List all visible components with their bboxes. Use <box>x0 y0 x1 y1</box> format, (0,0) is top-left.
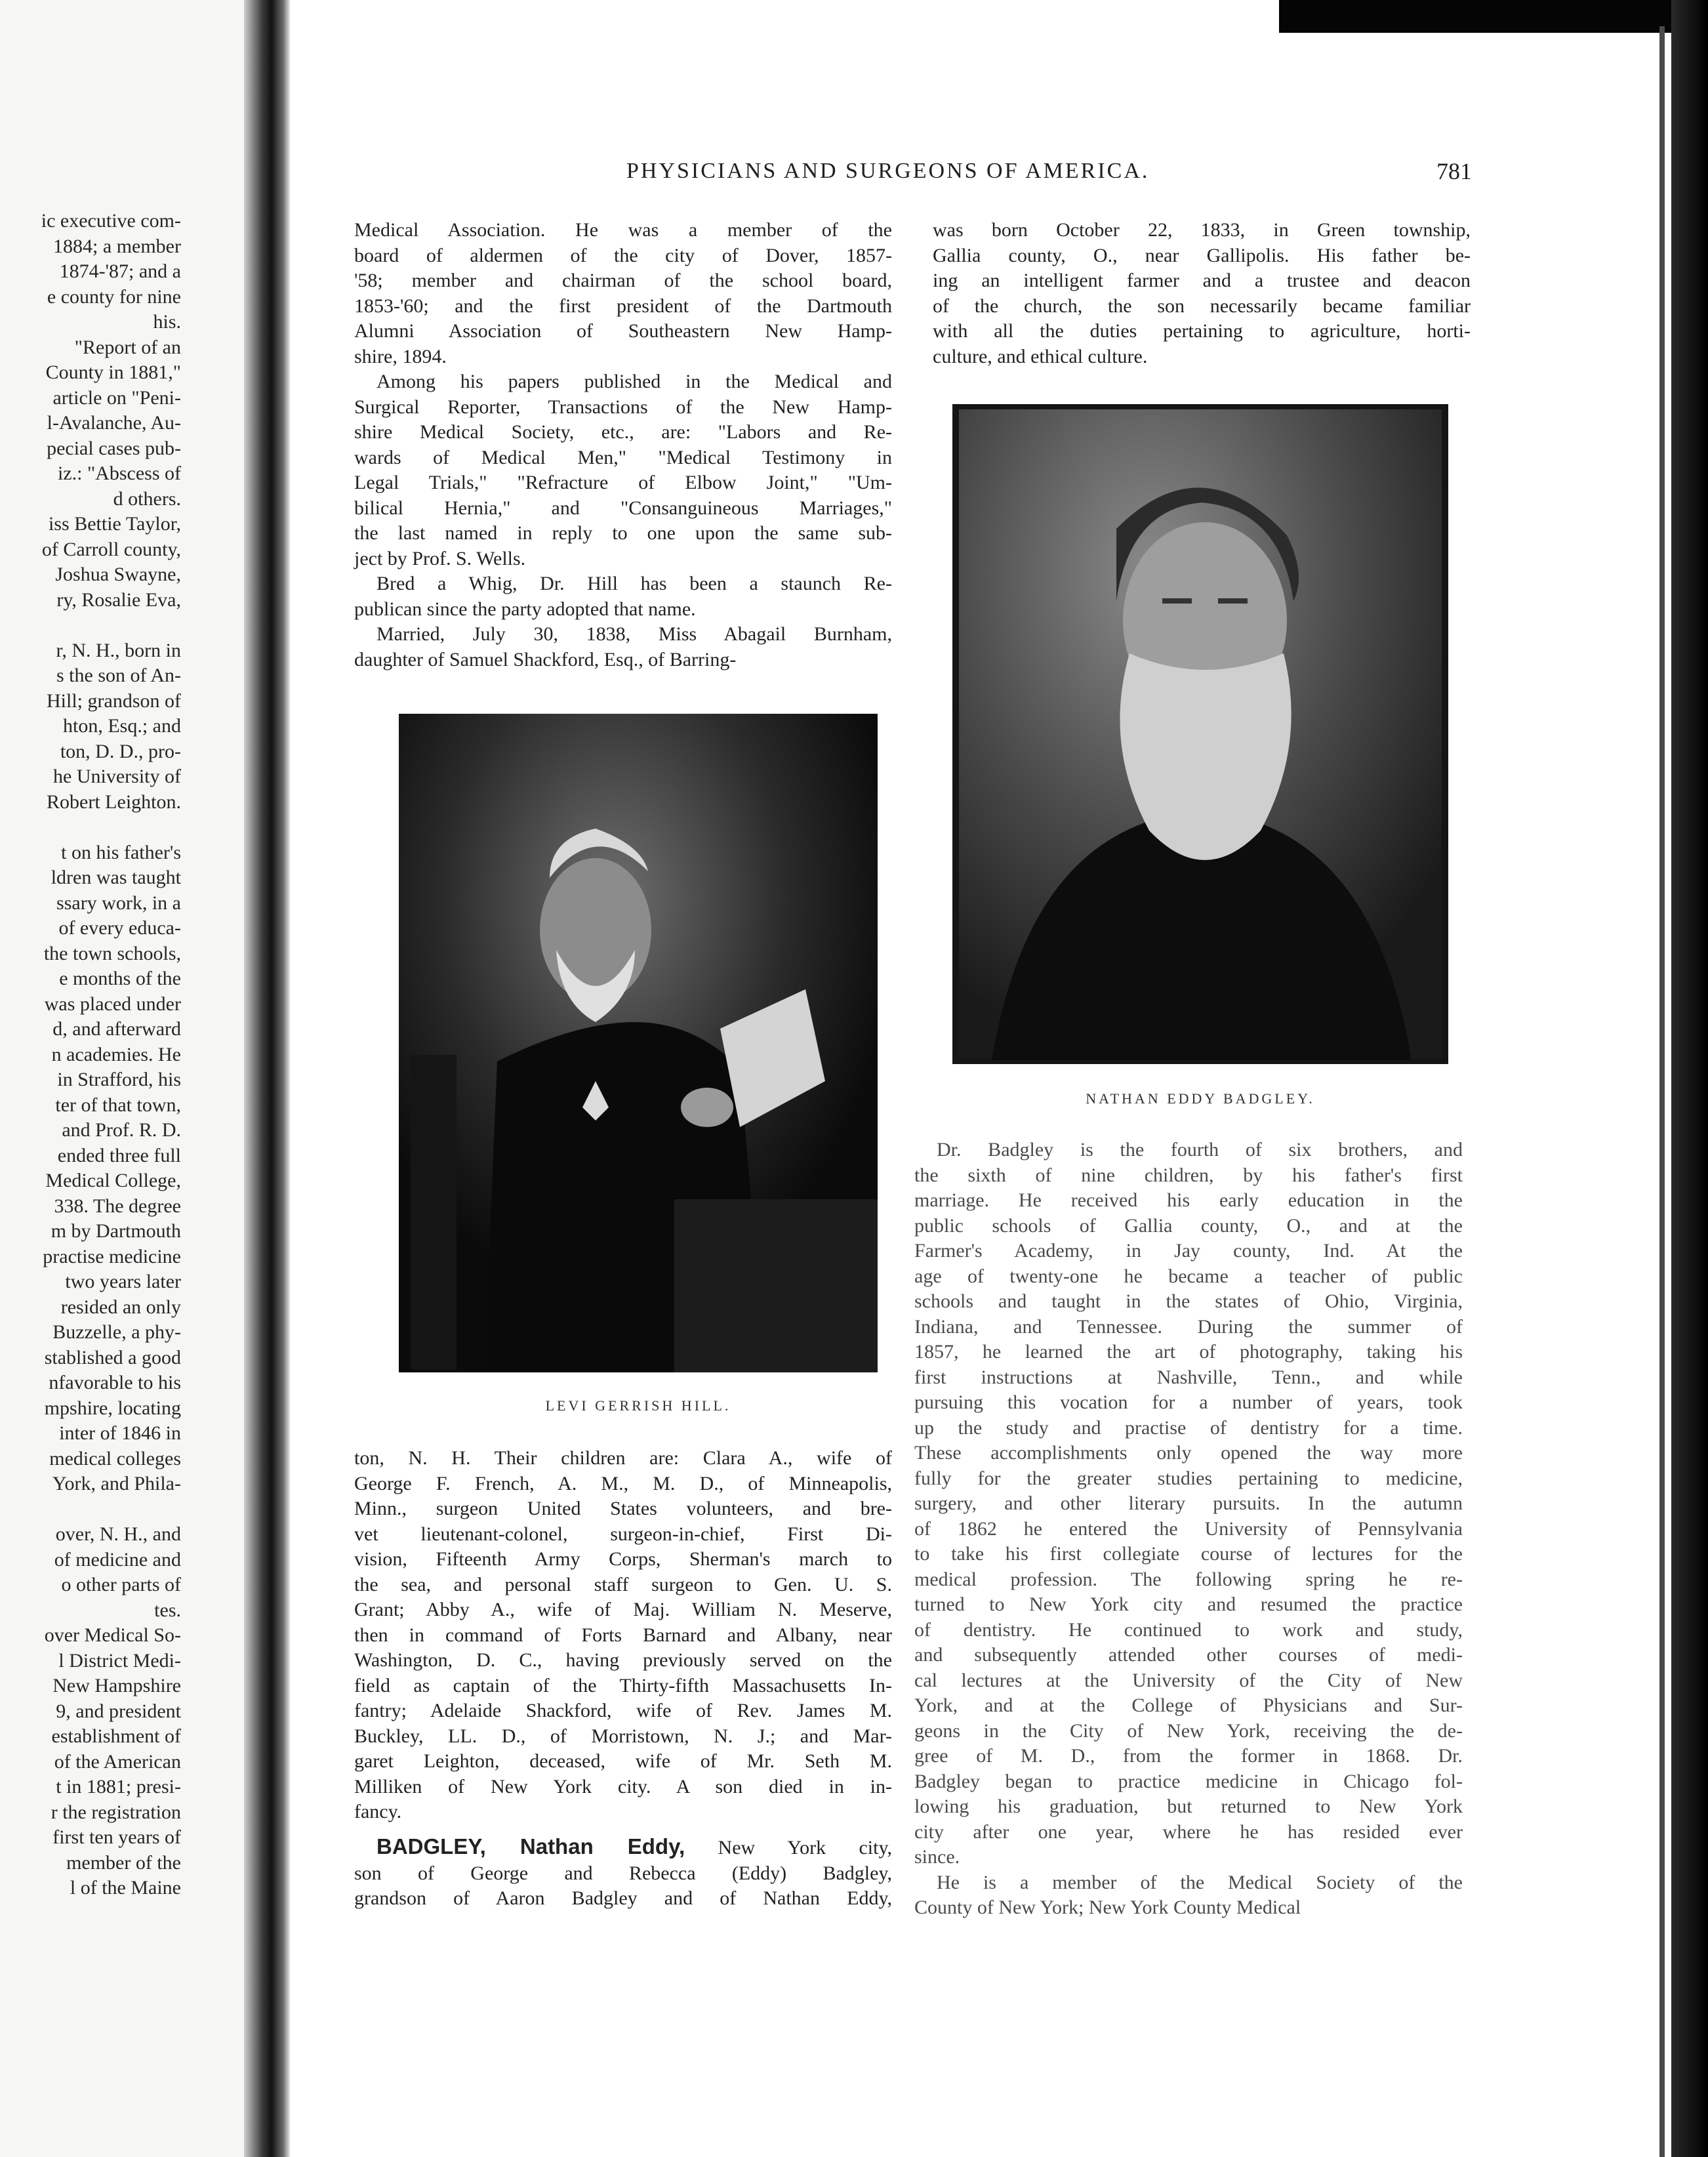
text-line: age of twenty-one he became a teacher of public <box>914 1265 1463 1287</box>
text-line: inter of 1846 in <box>59 1422 181 1444</box>
text-line: vet lieutenant-colonel, surgeon-in-chief, First Di- <box>354 1523 892 1545</box>
text-line: ic executive com- <box>41 210 181 232</box>
text-line <box>0 1497 181 1523</box>
text-line: nfavorable to his <box>49 1372 181 1393</box>
text-line: "Report of an <box>74 336 181 358</box>
text-line: mpshire, locating <box>44 1397 181 1419</box>
text-line: Bred a Whig, Dr. Hill has been a staunch Re- <box>376 573 892 594</box>
text-line: first instructions at Nashville, Tenn., and while <box>914 1366 1463 1388</box>
caption-levi-gerrish-hill: LEVI GERRISH HILL. <box>545 1397 731 1414</box>
text-line: d, and afterward <box>52 1018 181 1040</box>
entry-heading: BADGLEY, Nathan Eddy, <box>376 1834 685 1859</box>
text-line: Farmer's Academy, in Jay county, Ind. At the <box>914 1240 1463 1262</box>
text-line: and Prof. R. D. <box>62 1119 181 1141</box>
text-line: over Medical So- <box>44 1624 181 1646</box>
text-line: medical profession. The following spring he re- <box>914 1568 1463 1590</box>
text-line: iss Bettie Taylor, <box>49 513 181 535</box>
scan-border-top <box>1279 0 1708 33</box>
text-line: fully for the greater studies pertaining to medicine, <box>914 1467 1463 1489</box>
text-line: of dentistry. He continued to work and study, <box>914 1618 1463 1641</box>
text-line: ton, D. D., pro- <box>60 740 181 762</box>
text-line: bilical Hernia," and "Consanguineous Marriages," <box>354 497 892 519</box>
text-line: 1884; a member <box>53 235 181 257</box>
page-edge-line <box>1659 26 1665 2157</box>
badgley-entry-start <box>354 1834 892 1912</box>
text-line: of Carroll county, <box>41 538 181 560</box>
left-page-text <box>0 209 181 1901</box>
text-line: member of the <box>66 1851 181 1874</box>
text-line: of 1862 he entered the University of Pennsylvania <box>914 1517 1463 1540</box>
portrait-image <box>952 404 1448 1064</box>
text-line: r, N. H., born in <box>56 639 181 661</box>
text-line: shire Medical Society, etc., are: "Labors and Re- <box>354 421 892 443</box>
text-line: These accomplishments only opened the way more <box>914 1442 1463 1464</box>
text-line: New Hampshire <box>52 1675 181 1696</box>
running-head: PHYSICIANS AND SURGEONS OF AMERICA. <box>626 159 1150 183</box>
caption-nathan-eddy-badgley: NATHAN EDDY BADGLEY. <box>1086 1090 1315 1107</box>
text-line: practise medicine <box>43 1245 181 1267</box>
text-line: daughter of Samuel Shackford, Esq., of Barring- <box>354 648 737 670</box>
portrait-image <box>399 714 878 1372</box>
text-line: York, and Phila- <box>52 1473 181 1494</box>
text-line: '58; member and chairman of the school board, <box>354 270 892 291</box>
text-line: the town schools, <box>43 942 181 964</box>
text-line: n academies. He <box>51 1043 181 1065</box>
text-line: Milliken of New York city. A son died in in- <box>354 1775 892 1798</box>
text-line <box>0 613 181 638</box>
text-line: geons in the City of New York, receiving the de- <box>914 1719 1463 1742</box>
text-line: 1874-'87; and a <box>59 260 181 282</box>
text-line: son of George and Rebecca (Eddy) Badgley, <box>354 1862 892 1884</box>
column-2-bottom-text <box>914 1138 1463 1921</box>
text-line: of every educa- <box>58 917 181 939</box>
text-line: l of the Maine <box>70 1877 181 1899</box>
text-line: resided an only <box>60 1296 181 1318</box>
text-line: Dr. Badgley is the fourth of six brothers, and <box>937 1139 1463 1161</box>
text-line: Joshua Swayne, <box>55 564 181 585</box>
text-line: surgery, and other literary pursuits. In the autumn <box>914 1492 1463 1514</box>
entry-heading-rest: New York city, <box>685 1837 892 1859</box>
text-line: ssary work, in a <box>56 892 181 914</box>
text-line: o other parts of <box>61 1574 181 1595</box>
text-line: Legal Trials," "Refracture of Elbow Joint," "Um- <box>354 472 892 493</box>
text-line: Badgley began to practice medicine in Chicago fol- <box>914 1770 1463 1792</box>
text-line: 1853-'60; and the first president of the Dartmouth <box>354 295 892 317</box>
text-line: ry, Rosalie Eva, <box>56 588 181 611</box>
text-line: s the son of An- <box>56 665 181 686</box>
text-line: Surgical Reporter, Transactions of the New Hamp- <box>354 396 892 418</box>
text-line: t in 1881; presi- <box>56 1776 181 1798</box>
text-line: ldren was taught <box>51 867 181 888</box>
text-line: then in command of Forts Barnard and Albany, near <box>354 1624 892 1646</box>
text-line: Married, July 30, 1838, Miss Abagail Burnham, <box>376 623 892 645</box>
portrait-nathan-eddy-badgley <box>952 404 1448 1064</box>
text-line: ended three full <box>57 1144 181 1166</box>
text-line: up the study and practise of dentistry for a time. <box>914 1416 1463 1439</box>
text-line: Washington, D. C., having previously served on the <box>354 1649 892 1671</box>
text-line: ing an intelligent farmer and a trustee and deacon <box>933 270 1471 291</box>
text-line: the sixth of nine children, by his father's first <box>914 1164 1463 1186</box>
text-line: ton, N. H. Their children are: Clara A., wife of <box>354 1447 892 1469</box>
text-line: d others. <box>113 487 181 510</box>
text-line: and subsequently attended other courses of medi- <box>914 1644 1463 1666</box>
text-line: gree of M. D., from the former in 1868. Dr. <box>914 1745 1463 1767</box>
column-1-bottom-text <box>354 1446 892 1825</box>
text-line: field as captain of the Thirty-fifth Massachusetts In- <box>354 1674 892 1696</box>
text-line: l-Avalanche, Au- <box>47 412 181 434</box>
text-line: Buckley, LL. D., of Morristown, N. J.; and Mar- <box>354 1725 892 1747</box>
text-line: since. <box>914 1846 960 1868</box>
text-line: County of New York; New York County Medical <box>914 1897 1301 1918</box>
text-line: Hill; grandson of <box>47 689 181 712</box>
text-line: grandson of Aaron Badgley and of Nathan Eddy, <box>354 1887 892 1909</box>
text-line: in Strafford, his <box>57 1069 181 1090</box>
column-2-top-text <box>933 218 1471 369</box>
text-line: York, and at the College of Physicians and Sur- <box>914 1695 1463 1716</box>
text-line: establishment of <box>51 1725 181 1747</box>
text-line: Indiana, and Tennessee. During the summer of <box>914 1315 1463 1338</box>
text-line: schools and taught in the states of Ohio, Virginia, <box>914 1290 1463 1312</box>
text-line: shire, 1894. <box>354 345 447 367</box>
text-line: the sea, and personal staff surgeon to Gen. U. S. <box>354 1573 892 1595</box>
text-line: Robert Leighton. <box>47 791 181 813</box>
text-line: Minn., surgeon United States volunteers, and bre- <box>354 1498 892 1519</box>
text-line: the last named in reply to one upon the same sub- <box>354 522 892 544</box>
text-line: vision, Fifteenth Army Corps, Sherman's march to <box>354 1548 892 1570</box>
text-line: was placed under <box>44 993 181 1015</box>
text-line: pecial cases pub- <box>47 437 181 459</box>
text-line: pursuing this vocation for a number of years, took <box>914 1391 1463 1413</box>
text-line: garet Leighton, deceased, wife of Mr. Seth M. <box>354 1750 892 1772</box>
text-line: Grant; Abby A., wife of Maj. William N. Meserve, <box>354 1599 892 1620</box>
text-line: of medicine and <box>54 1548 181 1571</box>
text-line: County in 1881," <box>45 361 181 383</box>
text-line: article on "Peni- <box>52 386 181 409</box>
text-line: George F. French, A. M., M. D., of Minneapolis, <box>354 1472 892 1494</box>
text-line: Medical College, <box>45 1170 181 1191</box>
text-line: his. <box>153 311 181 333</box>
text-line: 9, and president <box>56 1700 181 1722</box>
text-line: lowing his graduation, but returned to New York <box>914 1796 1463 1817</box>
text-line: t on his father's <box>61 841 181 863</box>
text-line: Among his papers published in the Medical and <box>376 371 892 392</box>
text-line: ter of that town, <box>55 1094 181 1116</box>
text-line: Gallia county, O., near Gallipolis. His father be- <box>933 244 1471 266</box>
column-1-top-text <box>354 218 892 672</box>
text-line: stablished a good <box>44 1346 181 1368</box>
text-line: fancy. <box>354 1801 402 1822</box>
text-line: iz.: "Abscess of <box>57 462 181 484</box>
portrait-levi-gerrish-hill <box>399 714 878 1372</box>
text-line: Alumni Association of Southeastern New Hamp- <box>354 320 892 342</box>
text-line: over, N. H., and <box>55 1523 181 1545</box>
text-line: two years later <box>65 1271 181 1292</box>
page-number: 781 <box>1436 158 1472 184</box>
text-line: he University of <box>53 766 181 787</box>
text-line: was born October 22, 1833, in Green township, <box>933 219 1471 241</box>
text-line: tes. <box>154 1599 181 1621</box>
text-line: 338. The degree <box>54 1195 181 1217</box>
text-line: r the registration <box>51 1801 181 1823</box>
text-line: turned to New York city and resumed the practice <box>914 1593 1463 1615</box>
text-line: publican since the party adopted that name. <box>354 598 696 620</box>
text-line: e months of the <box>59 968 181 989</box>
text-line: hton, Esq.; and <box>63 715 181 737</box>
text-line: city after one year, where he has resided ever <box>914 1820 1463 1843</box>
text-line: l District Medi- <box>58 1649 181 1672</box>
text-line: wards of Medical Men," "Medical Testimony in <box>354 446 892 468</box>
text-line: marriage. He received his early education in the <box>914 1189 1463 1211</box>
text-line: board of aldermen of the city of Dover, 1857- <box>354 244 892 266</box>
text-line: medical colleges <box>49 1447 181 1469</box>
scan-border-right <box>1671 0 1708 2157</box>
text-line: 1857, he learned the art of photography, taking his <box>914 1341 1463 1363</box>
text-line: fantry; Adelaide Shackford, wife of Rev. James M. <box>354 1700 892 1721</box>
text-line: cal lectures at the University of the City of New <box>914 1669 1463 1691</box>
text-line: first ten years of <box>52 1826 181 1848</box>
badgley-first-line <box>354 1834 892 1861</box>
text-line: Medical Association. He was a member of the <box>354 219 892 241</box>
text-line: m by Dartmouth <box>51 1220 181 1242</box>
text-line: ject by Prof. S. Wells. <box>354 547 526 569</box>
book-gutter <box>244 0 290 2157</box>
text-line: Buzzelle, a phy- <box>52 1321 181 1343</box>
text-line: with all the duties pertaining to agriculture, horti- <box>933 320 1471 342</box>
text-line: public schools of Gallia county, O., and at the <box>914 1214 1463 1237</box>
text-line: culture, and ethical culture. <box>933 345 1148 367</box>
text-line: to take his first collegiate course of lectures for the <box>914 1543 1463 1565</box>
text-line: e county for nine <box>47 285 181 308</box>
text-line: of the church, the son necessarily became familiar <box>933 295 1471 317</box>
text-line <box>0 815 181 840</box>
text-line: of the American <box>54 1750 181 1773</box>
text-line: He is a member of the Medical Society of the <box>937 1871 1463 1893</box>
